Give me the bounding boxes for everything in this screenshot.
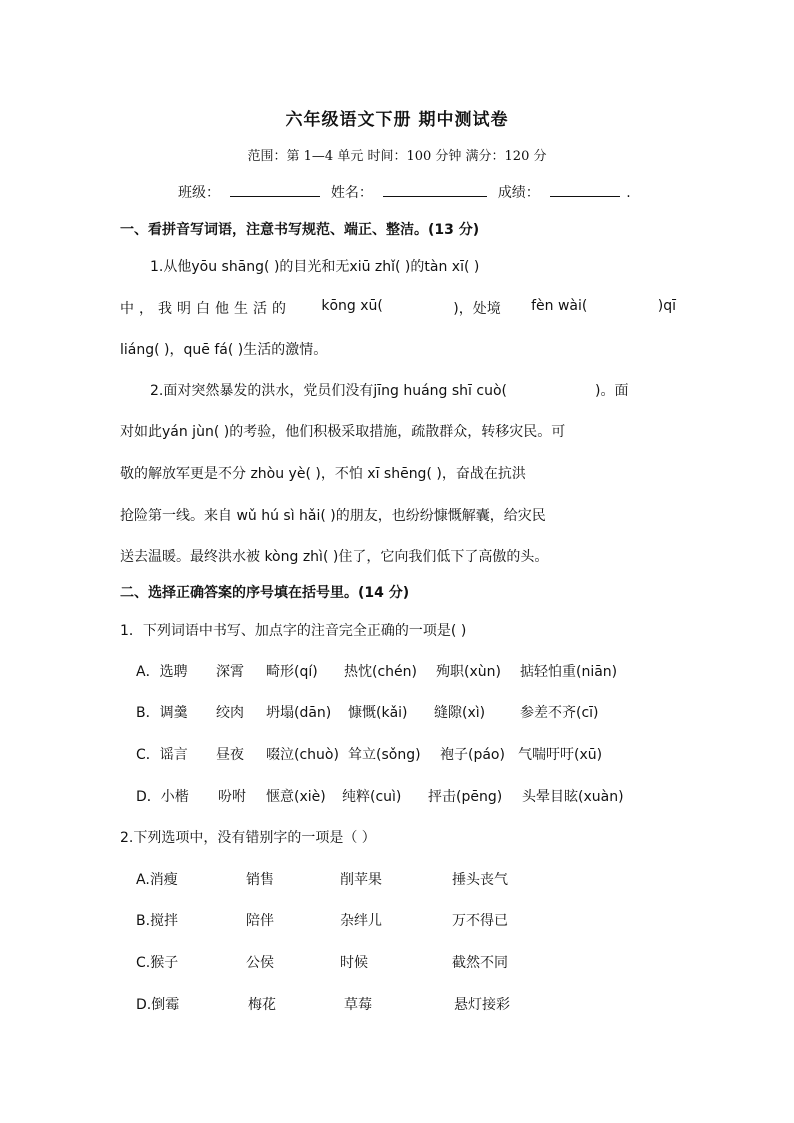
q1a-w5: 殉职(xùn): [436, 664, 501, 680]
exam-scope: 范围：第 1—4 单元 时间：100 分钟 满分：120 分: [247, 149, 547, 164]
q2c-w2: 公侯: [246, 955, 274, 971]
q2b-w1: B.搅拌: [136, 913, 179, 929]
s1-p1-line1: 1.从他yōu shāng( )的目光和无xiū zhǐ( )的tàn xī( ): [150, 259, 480, 275]
s1-p2-line1-a: 2.面对突然暴发的洪水，党员们没有jīng huáng shī cuò(: [150, 383, 507, 399]
info-end-mark: .: [626, 185, 631, 201]
s1-p2-line1: [150, 380, 628, 400]
s1-p1-line2-e: )qī: [657, 298, 676, 314]
score-label: 成绩：: [497, 185, 540, 201]
q1b-w4: 慷慨(kǎi): [348, 705, 408, 721]
q1b-w3: 坍塌(dān): [266, 705, 332, 721]
s1-p2-line2: 对如此yán jùn( )的考验，他们积极采取措施，疏散群众，转移灾民。可: [120, 424, 566, 440]
page-title: 六年级语文下册 期中测试卷: [285, 110, 509, 130]
q1b-w2: 绞肉: [216, 705, 244, 721]
q1b-w6: 参差不齐(cī): [520, 705, 599, 721]
s1-p1-line2-c: )，处境: [453, 301, 501, 317]
student-info-line: [178, 182, 631, 202]
s1-p1-line2-a: 中，我明白他生活的: [120, 301, 291, 317]
q1d-w3: 惬意(xiè): [266, 789, 326, 805]
q1d-w2: 吩咐: [218, 789, 246, 805]
q1a-w6: 掂轻怕重(niān): [520, 664, 618, 680]
q1a-w2: 深霄: [216, 664, 244, 680]
s1-p2-line4: 抢险第一线。来自 wǔ hú sì hǎi( )的朋友，也纷纷慷慨解囊，给灾民: [120, 508, 546, 524]
q2c-w1: C.猴子: [136, 955, 179, 971]
s1-p1-line2-d: fèn wài(: [531, 298, 588, 314]
q2a-w1: A.消瘦: [136, 872, 178, 888]
q2b-w2: 陪伴: [246, 913, 274, 929]
s1-p2-line5: 送去温暖。最终洪水被 kòng zhì( )住了，它向我们低下了高傲的头。: [120, 549, 549, 565]
s1-p2-line1-b: )。面: [595, 383, 629, 399]
q2d-w2: 梅花: [248, 997, 276, 1013]
q1d-w6: 头晕目眩(xuàn): [522, 789, 624, 805]
q2c-w4: 截然不同: [452, 955, 508, 971]
q1a-w3: 畸形(qí): [266, 664, 318, 680]
q2-stem: 2.下列选项中，没有错别字的一项是（ ）: [120, 830, 376, 846]
q1d-w1: D．小楷: [136, 789, 189, 805]
q2c-w3: 时候: [340, 955, 368, 971]
q2d-w4: 悬灯接彩: [454, 997, 510, 1013]
q2b-w4: 万不得已: [452, 913, 508, 929]
section-2-heading: 二、选择正确答案的序号填在括号里。(14 分): [120, 585, 410, 601]
q1-stem: 1．下列词语中书写、加点字的注音完全正确的一项是( ): [120, 623, 467, 639]
q1c-w2: 昼夜: [216, 747, 244, 763]
q2a-w4: 捶头丧气: [452, 872, 508, 888]
q2b-w3: 杂绊儿: [340, 913, 382, 929]
section-1-heading: 一、看拼音写词语，注意书写规范、端正、整洁。(13 分): [120, 222, 480, 238]
q2a-w2: 销售: [246, 872, 274, 888]
name-field[interactable]: [383, 182, 487, 197]
class-label: 班级：: [178, 185, 220, 201]
q1d-w4: 纯粹(cuì): [342, 789, 402, 805]
s1-p2-line3: 敬的解放军更是不分 zhòu yè( )，不怕 xī shēng( )，奋战在抗洪: [120, 466, 526, 482]
q1b-w1: B．调羹: [136, 705, 188, 721]
q1a-w4: 热忱(chén): [344, 664, 417, 680]
s1-p1-line3: liáng( )，quē fá( )生活的激情。: [120, 342, 328, 358]
s1-p1-line2-b: kōng xū(: [321, 298, 383, 314]
q1c-w4: 耸立(sǒng): [348, 747, 421, 763]
q1a-w1: A．选聘: [136, 664, 188, 680]
q1c-w1: C．谣言: [136, 747, 188, 763]
q1b-w5: 缝隙(xì): [434, 705, 486, 721]
q1d-w5: 抨击(pēng): [428, 789, 503, 805]
q1c-w5: 袍子(páo): [440, 747, 505, 763]
q1c-w6: 气喘吁吁(xū): [518, 747, 603, 763]
s1-p1-line2: [120, 298, 676, 318]
q2d-w1: D.倒霉: [136, 997, 180, 1013]
score-field[interactable]: [550, 182, 620, 197]
q1c-w3: 啜泣(chuò): [266, 747, 339, 763]
name-label: 姓名：: [330, 185, 373, 201]
q2d-w3: 草莓: [344, 997, 372, 1013]
class-field[interactable]: [230, 182, 320, 197]
q2a-w3: 削苹果: [340, 872, 382, 888]
